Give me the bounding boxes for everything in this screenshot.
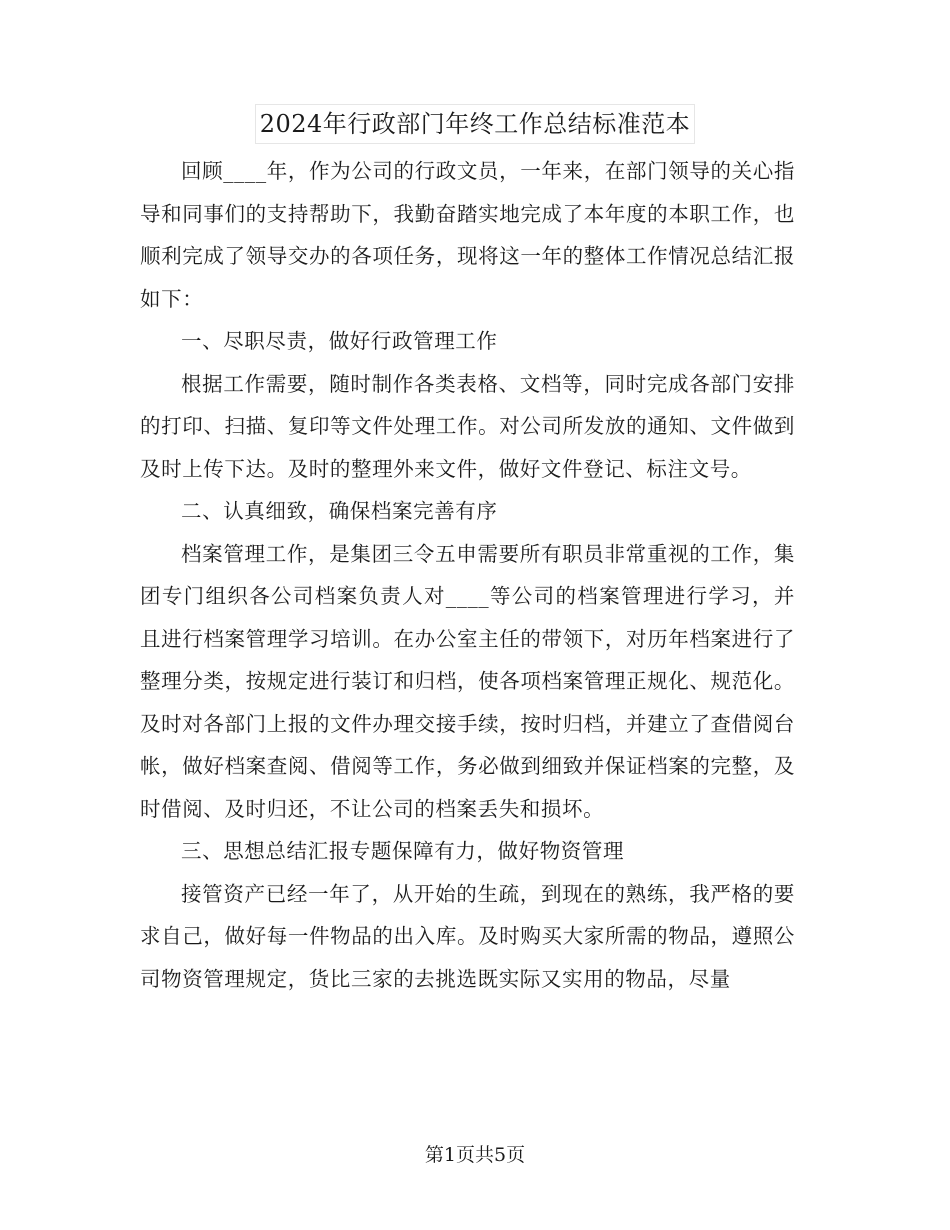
section-paragraph-3: 接管资产已经一年了，从开始的生疏，到现在的熟练，我严格的要求自己，做好每一件物品的出入库。及时购买大家所需的物品，遵照公司物资管理规定，货比三家的去挑选既实际又实用的物品，尽量: [140, 881, 795, 991]
section-paragraph-1: 根据工作需要，随时制作各类表格、文档等，同时完成各部门安排的打印、扫描、复印等文件处理工作。对公司所发放的通知、文件做到及时上传下达。及时的整理外来文件，做好文件登记、标注文号。: [140, 371, 795, 481]
section-heading-1: 一、尽职尽责，做好行政管理工作: [181, 329, 498, 353]
intro-paragraph: 回顾____年，作为公司的行政文员，一年来，在部门领导的关心指导和同事们的支持帮助下，我勤奋踏实地完成了本年度的本职工作，也顺利完成了领导交办的各项任务，现将这一年的整体工作情况总结汇报如下：: [140, 159, 795, 311]
page-number-footer: 第1页共5页: [424, 1144, 526, 1166]
document-body: [140, 150, 795, 1000]
section-heading-3: 三、思想总结汇报专题保障有力，做好物资管理: [181, 839, 625, 863]
title-container: [0, 104, 950, 144]
document-title: 2024年行政部门年终工作总结标准范本: [255, 104, 696, 144]
section-heading-2: 二、认真细致，确保档案完善有序: [181, 499, 498, 523]
section-paragraph-2: 档案管理工作，是集团三令五申需要所有职员非常重视的工作，集团专门组织各公司档案负责人对____等公司的档案管理进行学习，并且进行档案管理学习培训。在办公室主任的带领下，对历年档案进行了整理分类，按规定进行装订和归档，使各项档案管理正规化、规范化。及时对各部门上报的文件办理交接手续，按时归档，并建立了查借阅台帐，做好档案查阅、借阅等工作，务必做到细致并保证档案的完整，及时借阅、及时归还，不让公司的档案丢失和损坏。: [140, 541, 795, 821]
